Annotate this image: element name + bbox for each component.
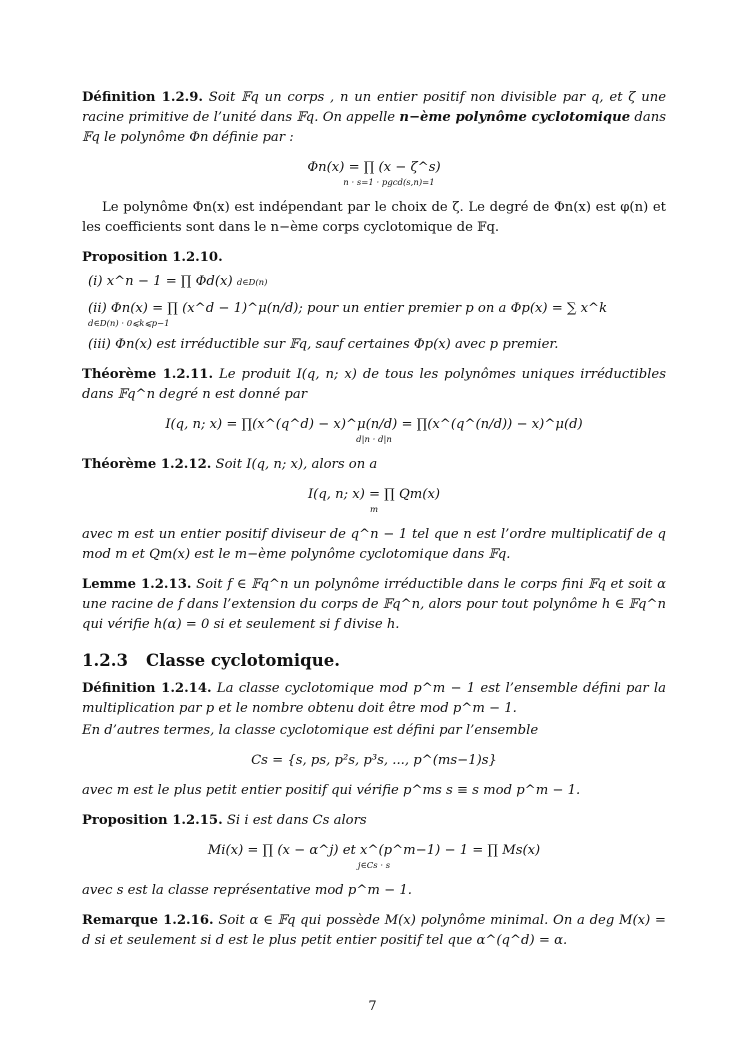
- definition-text-2: dans 𝔽q le polynôme Φn définie par :: [82, 110, 666, 145]
- theorem-text: Le produit I(q, n; x) de tous les polynômes uniques irréductibles dans 𝔽q^n degré n est donné par: [82, 367, 666, 402]
- equation-limits: n · s=1 · pgcd(s,n)=1: [343, 178, 435, 188]
- theorem-label: Théorème 1.2.12.: [82, 457, 212, 472]
- equation-Cs: Cs = {s, ps, p²s, p³s, ..., p^(ms−1)s}: [251, 753, 497, 768]
- sub-1: j∈Cs: [357, 861, 378, 871]
- item-1-sub: d∈D(n): [236, 278, 268, 288]
- definition-term: n−ème polynôme cyclotomique: [399, 110, 631, 125]
- definition-1-2-14-text2: En d’autres termes, la classe cyclotomique est défini par l’ensemble: [82, 723, 539, 738]
- remark-text: Soit α ∈ 𝔽q qui possède M(x) polynôme minimal. On a deg M(x) = d si et seulement si d est le plus petit entier positif tel que α^(q^d) = α.: [82, 913, 666, 948]
- definition-1-2-9: [82, 88, 666, 148]
- section-heading: [82, 651, 666, 671]
- remark-1-2-16: [82, 911, 666, 951]
- proposition-item-3: (iii) Φn(x) est irréductible sur 𝔽q, sauf certaines Φp(x) avec p premier.: [88, 337, 559, 352]
- remark-label: Remarque 1.2.16.: [82, 913, 214, 928]
- definition-1-2-14-after: avec m est le plus petit entier positif qui vérifie p^ms s ≡ s mod p^m − 1.: [82, 783, 581, 798]
- proposition-item-2: [88, 299, 666, 329]
- theorem-1-2-11: [82, 365, 666, 405]
- lemma-text: Soit f ∈ 𝔽q^n un polynôme irréductible dans le corps fini 𝔽q et soit α une racine de f dans l’extension du corps de 𝔽q^n, alors pour tout polynôme h ∈ 𝔽q^n qui vérifie h(α) = 0 si et seulement si f divise h.: [82, 577, 666, 632]
- section-number: 1.2.3: [82, 651, 128, 670]
- prod-bottom-1: s=1: [356, 178, 374, 188]
- proposition-text: Si i est dans Cs alors: [226, 813, 367, 828]
- item-1-text: (i) x^n − 1 = ∏ Φd(x): [88, 274, 233, 289]
- definition-label: Définition 1.2.9.: [82, 90, 203, 105]
- equation-I-qm: [82, 485, 666, 515]
- section-title: Classe cyclotomique.: [145, 651, 340, 670]
- proposition-1-2-10-label: [82, 248, 666, 268]
- equation-sub: m: [369, 505, 379, 515]
- equation-Mi: [82, 841, 666, 871]
- item-2-text: (ii) Φn(x) = ∏ (x^d − 1)^μ(n/d); pour un entier premier p on a Φp(x) = ∑ x^k: [88, 301, 608, 316]
- item-2-sub-2: 0⩽k⩽p−1: [126, 319, 170, 329]
- sub-2: s: [385, 861, 391, 871]
- proposition-label: Proposition 1.2.15.: [82, 813, 223, 828]
- equation-text: Φn(x) = ∏ (x − ζ^s): [307, 160, 441, 175]
- item-2-subs: d∈D(n) · 0⩽k⩽p−1: [88, 319, 170, 329]
- theorem-text: Soit I(q, n; x), alors on a: [215, 457, 378, 472]
- prod-top: n: [343, 178, 349, 188]
- theorem-1-2-12-after: avec m est un entier positif diviseur de q^n − 1 tel que n est l’ordre multiplicatif de q mod m et Qm(x) est le m−ème polynôme cyclotomique dans 𝔽q.: [82, 527, 666, 562]
- item-2-sub-1: d∈D(n): [88, 319, 119, 329]
- lemma-1-2-13: [82, 575, 666, 635]
- equation-subs: d|n · d|n: [356, 435, 392, 445]
- prod-bottom-2: pgcd(s,n)=1: [381, 178, 435, 188]
- definition-text: La classe cyclotomique mod p^m − 1 est l’ensemble défini par la multiplication par p et le nombre obtenu doit être mod p^m − 1.: [82, 681, 666, 716]
- definition-1-2-14: [82, 679, 666, 719]
- theorem-label: Théorème 1.2.11.: [82, 367, 214, 382]
- equation-text: I(q, n; x) = ∏(x^(q^d) − x)^μ(n/d) = ∏(x^(q^(n/d)) − x)^μ(d): [165, 417, 583, 432]
- sub-2: d|n: [378, 435, 392, 445]
- proposition-1-2-15-after: avec s est la classe représentative mod p^m − 1.: [82, 883, 412, 898]
- lemma-label: Lemme 1.2.13.: [82, 577, 192, 592]
- equation-text: Mi(x) = ∏ (x − α^j) et x^(p^m−1) − 1 = ∏ Ms(x): [207, 843, 541, 858]
- paragraph-phi-degree: Le polynôme Φn(x) est indépendant par le choix de ζ. Le degré de Φn(x) est φ(n) et les coefficients sont dans le n−ème corps cyclotomique de 𝔽q.: [82, 200, 666, 235]
- definition-label: Définition 1.2.14.: [82, 681, 212, 696]
- theorem-1-2-12: [82, 455, 666, 475]
- proposition-1-2-15: [82, 811, 666, 831]
- proposition-label: Proposition 1.2.10.: [82, 250, 223, 265]
- equation-subs: j∈Cs · s: [357, 861, 391, 871]
- proposition-item-1: [88, 272, 666, 293]
- page-number: 7: [368, 999, 377, 1014]
- equation-phi-n: [82, 158, 666, 188]
- sub-1: d|n: [356, 435, 370, 445]
- equation-I-q-n: [82, 415, 666, 445]
- page-content: [82, 88, 666, 961]
- equation-text: I(q, n; x) = ∏ Qm(x): [307, 487, 441, 502]
- definition-text: Soit 𝔽q un corps , n un entier positif non divisible par q, et ζ une racine primitive de l’unité dans 𝔽q. On appelle: [82, 90, 666, 125]
